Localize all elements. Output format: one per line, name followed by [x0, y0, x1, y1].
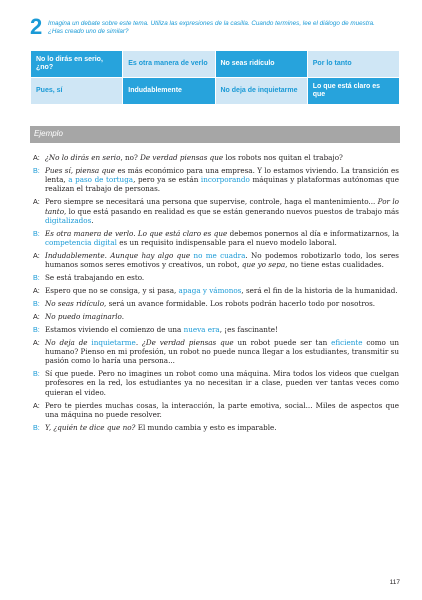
text-segment: Sí que puede. Pero no imagines un robot como una máquina. Mira todos los videos que cuelgan profesores en la red, los estudiantes ya no necesitan ir a clase, pueden ver tantas veces como quieran el video.	[45, 369, 399, 397]
highlighted-term: eficiente	[331, 337, 363, 347]
speaker-label: A:	[33, 311, 40, 321]
speaker-label: B:	[33, 228, 40, 238]
expression-cell: Indudablemente	[123, 78, 215, 105]
turn-text	[45, 401, 399, 420]
text-segment: , pero ya se están	[133, 175, 201, 185]
expression-cell: No lo dirás en serio, ¿no?	[31, 51, 123, 78]
dialogue-turn	[33, 197, 399, 225]
text-segment: máquinas y plataformas autónomas que realizan el trabajo de personas.	[45, 175, 399, 194]
text-segment: , no?	[120, 153, 141, 162]
text-segment: que yo sepa	[241, 260, 286, 270]
expression-cell: No seas ridículo	[215, 51, 307, 78]
speaker-label: B:	[33, 299, 40, 309]
speaker-label: A:	[33, 251, 40, 261]
text-segment: Espero que no se consiga, y si pasa,	[45, 286, 179, 296]
speaker-label: B:	[33, 273, 40, 283]
turn-text	[45, 286, 399, 295]
expression-cell: Lo que está claro es que	[307, 78, 399, 105]
speaker-label: A:	[33, 286, 40, 296]
example-banner	[30, 126, 400, 143]
highlighted-term: nueva era	[183, 324, 220, 334]
dialogue-turn	[33, 312, 399, 321]
text-segment: ¿No lo dirás en serio	[45, 153, 121, 162]
speaker-label: A:	[33, 337, 40, 347]
text-segment: debemos ponernos al día e informatizarnos, la	[227, 228, 400, 238]
page-number: 117	[389, 579, 400, 586]
highlighted-term: inquietarme	[91, 337, 136, 347]
exercise-number: 2	[30, 14, 43, 39]
dialogue-turn	[33, 325, 399, 334]
text-segment: . No podemos robotizarlo todo, los seres humanos somos seres emotivos y creativos, un robot,	[45, 251, 399, 270]
text-segment: , será un avance formidable. Los robots podrán hacerlo todo por nosotros.	[104, 299, 376, 309]
dialogue-turn	[33, 166, 399, 194]
highlighted-term: competencia digital	[45, 238, 117, 248]
text-segment: De verdad piensas que	[140, 153, 224, 162]
text-segment: , lo que está pasando en realidad es que se están generando nuevos puestos de trabajo más	[64, 206, 399, 216]
text-segment: Es otra manera de verlo. Lo que está claro es que	[45, 228, 228, 238]
dialogue	[33, 153, 399, 436]
text-segment: .	[91, 215, 94, 225]
text-segment: Pero siempre se necesitará una persona que supervise, controle, haga el mantenimiento...	[45, 197, 378, 207]
turn-text	[45, 338, 399, 366]
speaker-label: A:	[33, 400, 40, 410]
highlighted-term: digitalizados	[45, 215, 92, 225]
turn-text	[45, 166, 399, 194]
text-segment: como un humano? Pienso en mi profesión, un robot no puede nunca llegar a los estudiantes, transmitir su pasión como lo haría una persona...	[45, 337, 399, 366]
text-segment: No seas ridículo	[45, 299, 105, 309]
text-segment: El mundo cambia y esto es imparable.	[135, 422, 277, 432]
speaker-label: B:	[33, 369, 40, 379]
text-segment: Y, ¿quién te dice que no?	[45, 422, 136, 432]
highlighted-term: no me cuadra	[193, 251, 246, 261]
turn-text	[45, 229, 399, 248]
text-segment: Pero te pierdes muchas cosas, la interacción, la parte emotiva, social... Miles de aspectos que una máquina no puede resolver.	[45, 400, 399, 419]
text-segment: .	[135, 337, 142, 347]
highlighted-term: incorporando	[200, 175, 250, 185]
text-segment: No deja de	[45, 337, 92, 347]
example-label: Ejemplo	[34, 129, 63, 138]
turn-text	[45, 197, 399, 225]
dialogue-turn	[33, 369, 399, 397]
dialogue-turn	[33, 423, 399, 432]
dialogue-turn	[33, 273, 399, 282]
exercise-instruction: Imagina un debate sobre este tema. Utiliza las expresiones de la casilla. Cuando termines, lee el diálogo de muestra. ¿Has creado uno de similar?	[48, 20, 375, 35]
dialogue-turn	[33, 299, 399, 308]
dialogue-turn	[33, 286, 399, 295]
text-segment: Estamos viviendo el comienzo de una	[45, 324, 184, 334]
text-segment: Indudablemente. Aunque hay algo que	[45, 251, 194, 261]
turn-text	[45, 325, 399, 334]
text-segment: No puedo imaginarlo.	[45, 311, 125, 321]
turn-text	[45, 312, 399, 321]
text-segment: es un requisito indispensable para el nuevo modelo laboral.	[116, 238, 337, 248]
text-segment: , ¡es fascinante!	[219, 324, 278, 334]
dialogue-turn	[33, 401, 399, 420]
turn-text	[45, 369, 399, 397]
expressions-table	[30, 50, 400, 105]
highlighted-term: apaga y vámonos	[178, 286, 242, 296]
expression-cell: Pues, sí	[31, 78, 123, 105]
highlighted-term: a paso de tortuga	[68, 175, 134, 185]
text-segment: , será el fin de la historia de la humanidad.	[241, 286, 398, 296]
speaker-label: A:	[33, 197, 40, 207]
dialogue-turn	[33, 251, 399, 270]
turn-text	[45, 153, 399, 162]
dialogue-turn	[33, 229, 399, 248]
turn-text	[45, 273, 399, 282]
text-segment: Por lo tanto	[45, 197, 400, 216]
expression-cell: Es otra manera de verlo	[123, 51, 215, 78]
turn-text	[45, 423, 399, 432]
expressions-row	[31, 51, 400, 78]
turn-text	[45, 299, 399, 308]
expression-cell: Por lo tanto	[307, 51, 399, 78]
text-segment: Pues sí, piensa que	[45, 165, 116, 175]
turn-text	[45, 251, 399, 270]
speaker-label: B:	[33, 165, 40, 175]
expressions-row	[31, 78, 400, 105]
dialogue-turn	[33, 338, 399, 366]
text-segment: , no tiene estas cualidades.	[285, 260, 384, 270]
speaker-label: B:	[33, 324, 40, 334]
speaker-label: B:	[33, 422, 40, 432]
speaker-label: A:	[33, 153, 40, 162]
dialogue-turn	[33, 153, 399, 162]
expression-cell: No deja de inquietarme	[215, 78, 307, 105]
text-segment: Se está trabajando en esto.	[45, 273, 145, 283]
text-segment: los robots nos quitan el trabajo?	[223, 153, 343, 162]
text-segment: un robot puede ser tan	[233, 337, 332, 347]
text-segment: es más económico para una empresa. Y lo estamos viviendo. La transición es lenta,	[45, 165, 399, 185]
text-segment: ¿De verdad piensas que	[141, 337, 234, 347]
